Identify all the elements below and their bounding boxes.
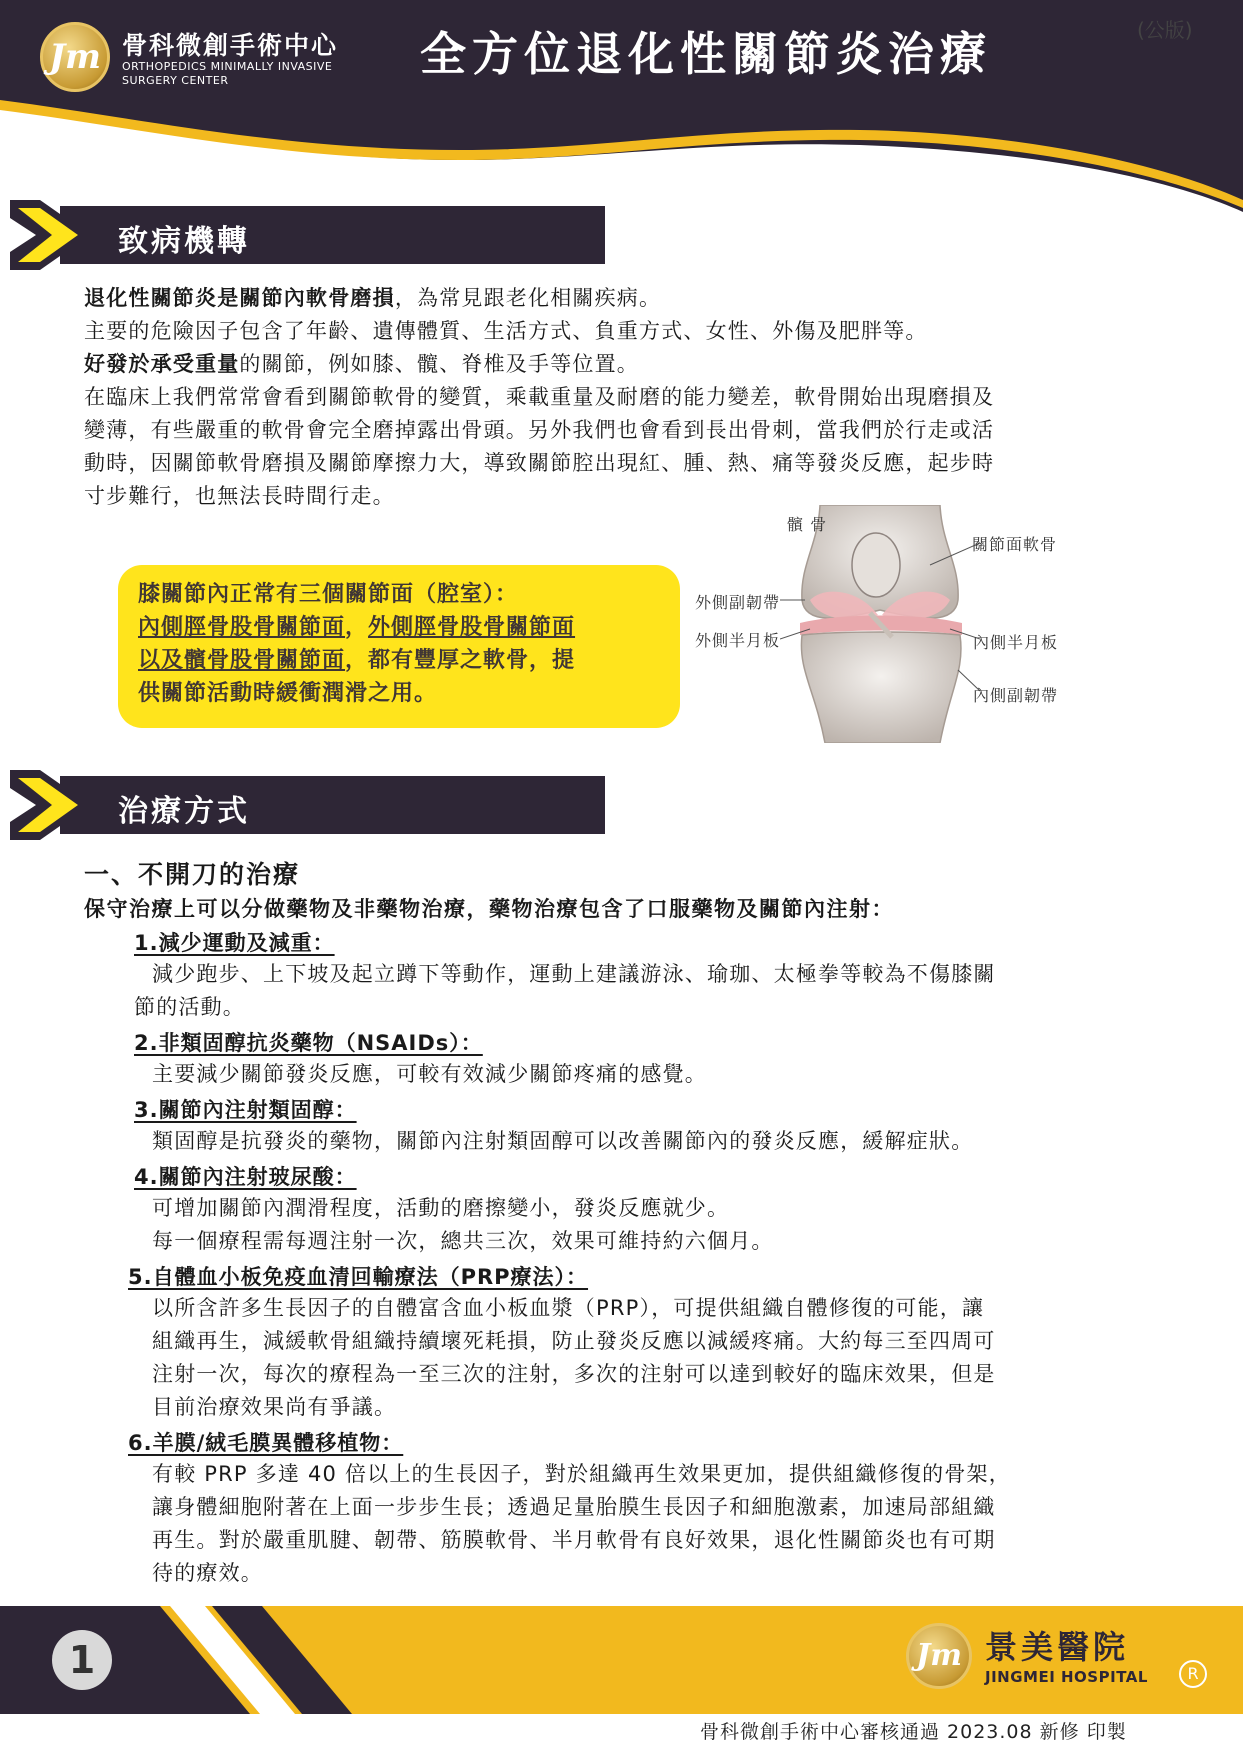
- org-name-en-line2: SURGERY CENTER: [122, 74, 229, 87]
- item-4-line-1: 可增加關節內潤滑程度，活動的磨擦變小，發炎反應就少。: [152, 1196, 730, 1220]
- callout-patellofemoral: 以及髕骨股骨關節面: [138, 647, 346, 673]
- paragraph-clinical-line-4: 寸步難行，也無法長時間行走。: [84, 484, 395, 508]
- subheading-non-surgical: 一、不開刀的治療: [84, 860, 301, 889]
- label-medial-collateral-ligament: 內側副韌帶: [973, 686, 1059, 705]
- org-name-zh: 骨科微創手術中心: [122, 31, 339, 60]
- section-title-pathogenesis: 致病機轉: [118, 224, 250, 259]
- org-name-en-line1: ORTHOPEDICS MINIMALLY INVASIVE: [122, 60, 333, 73]
- paragraph-common-sites: [84, 348, 639, 381]
- hospital-logo: Jm: [906, 1623, 972, 1689]
- page-number: 1: [52, 1630, 112, 1690]
- item-6-line-4: 待的療效。: [152, 1561, 263, 1585]
- item-5-line-1: 以所含許多生長因子的自體富含血小板血漿（PRP），可提供組織自體修復的可能，讓: [152, 1296, 985, 1320]
- paragraph-risk-factors: 主要的危險因子包含了年齡、遺傳體質、生活方式、負重方式、女性、外傷及肥胖等。: [84, 319, 928, 343]
- label-articular-cartilage: 關節面軟骨: [972, 535, 1058, 554]
- callout-line-4: 供關節活動時緩衝潤滑之用。: [138, 680, 438, 706]
- paragraph-definition: [84, 282, 661, 315]
- item-4-line-2: 每一個療程需每週注射一次，總共三次，效果可維持約六個月。: [152, 1229, 774, 1253]
- item-2-line-1: 主要減少關節發炎反應，可較有效減少關節疼痛的感覺。: [152, 1062, 707, 1086]
- document-title: 全方位退化性關節炎治療: [420, 27, 992, 81]
- item-title-1: 1.減少運動及減重：: [134, 931, 335, 955]
- item-title-4: 4.關節內注射玻尿酸：: [134, 1165, 357, 1189]
- item-3-line-1: 類固醇是抗發炎的藥物，關節內注射類固醇可以改善關節內的發炎反應，緩解症狀。: [152, 1129, 974, 1153]
- paragraph-clinical-line-3: 動時，因關節軟骨磨損及關節摩擦力大，導致關節腔出現紅、腫、熱、痛等發炎反應，起步時: [84, 451, 995, 475]
- item-5-line-4: 目前治療效果尚有爭議。: [152, 1395, 397, 1419]
- definition-bold: 退化性關節炎是關節內軟骨磨損: [84, 286, 395, 310]
- hospital-name-zh: 景美醫院: [985, 1628, 1130, 1666]
- definition-rest: ，為常見跟老化相關疾病。: [394, 286, 662, 310]
- chevron-right-icon: [10, 770, 100, 840]
- item-title-6: 6.羊膜/絨毛膜異體移植物：: [128, 1431, 404, 1455]
- item-title-5: 5.自體血小板免疫血清回輸療法（PRP療法）：: [128, 1265, 589, 1289]
- callout-line-3-rest: ，都有豐厚之軟骨，提: [345, 647, 576, 673]
- label-lateral-meniscus: 外側半月板: [695, 631, 781, 650]
- item-6-line-2: 讓身體細胞附著在上面一步步生長；透過足量胎膜生長因子和細胞激素，加速局部組織: [152, 1495, 996, 1519]
- center-logo: Jm: [40, 22, 110, 92]
- item-1-line-2: 節的活動。: [134, 995, 245, 1019]
- label-patella: 髕 骨: [787, 515, 828, 534]
- item-title-3: 3.關節內注射類固醇：: [134, 1098, 357, 1122]
- item-5-line-3: 注射一次，每次的療程為一至三次的注射，多次的注射可以達到較好的臨床效果，但是: [152, 1362, 996, 1386]
- treatment-lead: 保守治療上可以分做藥物及非藥物治療，藥物治療包含了口服藥物及關節內注射：: [84, 897, 894, 921]
- item-6-line-3: 再生。對於嚴重肌腱、韌帶、筋膜軟骨、半月軟骨有良好效果，退化性關節炎也有可期: [152, 1528, 996, 1552]
- callout-medial-tf: 內側脛骨股骨關節面: [138, 614, 346, 640]
- callout-line-2: [138, 611, 668, 644]
- print-note: 骨科微創手術中心審核通過 2023.08 新修 印製: [700, 1721, 1127, 1743]
- version-label: (公版): [1137, 18, 1193, 42]
- common-sites-rest: 的關節，例如膝、髖、脊椎及手等位置。: [239, 352, 640, 376]
- registered-mark-icon: R: [1179, 1660, 1207, 1688]
- item-1-line-1: 減少跑步、上下坡及起立蹲下等動作，運動上建議游泳、瑜珈、太極拳等較為不傷膝關: [152, 962, 996, 986]
- item-title-2: 2.非類固醇抗炎藥物（NSAIDs）：: [134, 1031, 483, 1055]
- callout-text: [138, 578, 668, 710]
- callout-line-1: 膝關節內正常有三個關節面（腔室）：: [138, 581, 519, 607]
- label-lateral-collateral-ligament: 外側副韌帶: [695, 593, 781, 612]
- paragraph-clinical-line-2: 變薄，有些嚴重的軟骨會完全磨掉露出骨頭。另外我們也會看到長出骨刺，當我們於行走或活: [84, 418, 995, 442]
- paragraph-clinical-line-1: 在臨床上我們常常會看到關節軟骨的變質，乘載重量及耐磨的能力變差，軟骨開始出現磨損及: [84, 385, 995, 409]
- section-title-treatment: 治療方式: [118, 794, 250, 829]
- item-6-line-1: 有較 PRP 多達 40 倍以上的生長因子，對於組織再生效果更加，提供組織修復的骨架，: [152, 1462, 1011, 1486]
- label-medial-meniscus: 內側半月板: [973, 633, 1059, 652]
- chevron-right-icon: [10, 200, 100, 270]
- callout-line-3: [138, 644, 668, 677]
- knee-leader-lines: [780, 505, 980, 743]
- callout-sep: ，: [345, 614, 369, 640]
- org-name-en: [122, 60, 332, 88]
- common-sites-bold: 好發於承受重量: [84, 352, 240, 376]
- callout-lateral-tf: 外側脛骨股骨關節面: [368, 614, 576, 640]
- hospital-name-en: JINGMEI HOSPITAL: [985, 1668, 1148, 1686]
- item-5-line-2: 組織再生，減緩軟骨組織持續壞死耗損，防止發炎反應以減緩疼痛。大約每三至四周可: [152, 1329, 996, 1353]
